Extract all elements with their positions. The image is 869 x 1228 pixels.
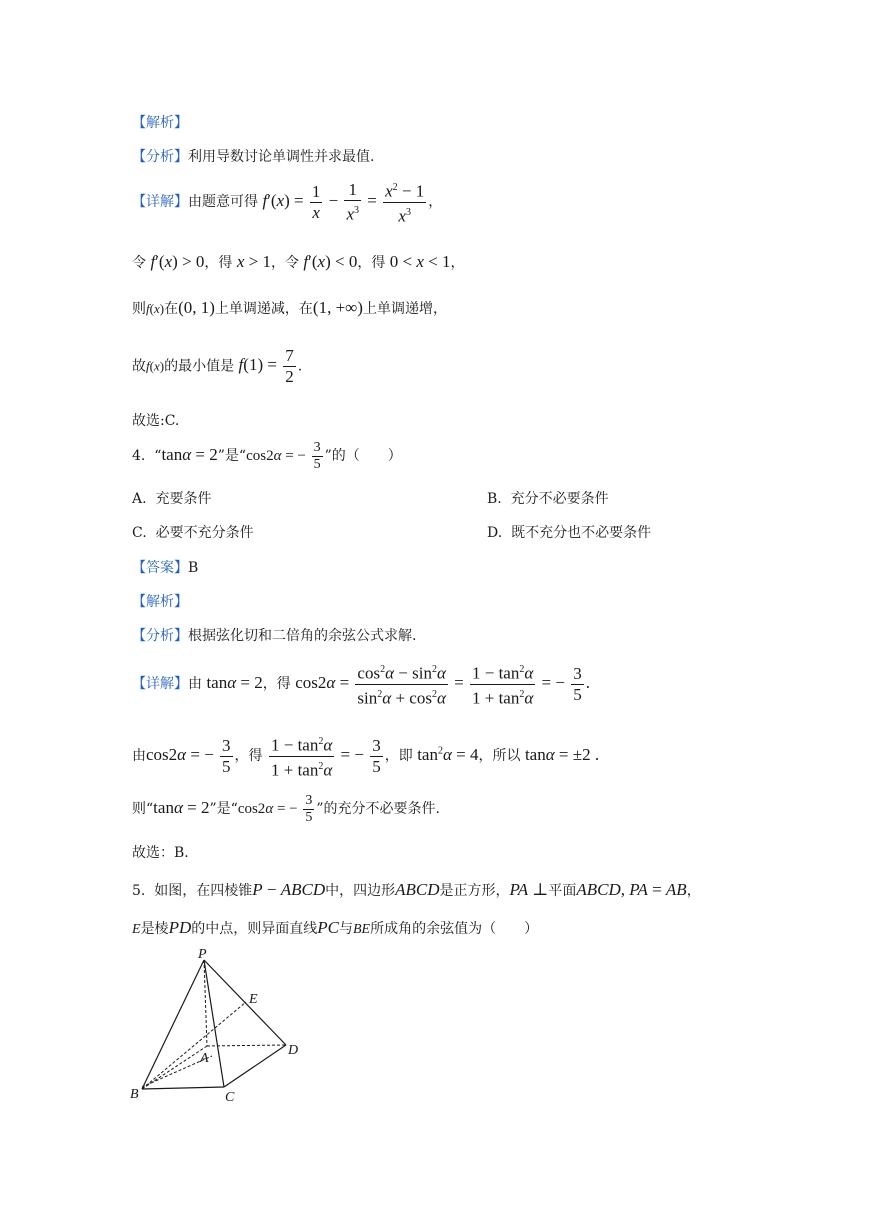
edge-cd	[224, 1045, 286, 1087]
line-you: 由cos2α = − $\frac{3}{5}$ ，得 $\frac{1 - \tan^2\alpha}{1 + \tan^2\alpha}$ = − $\frac{3}{5}$ ，即 $\tan^2\alpha = 4$，所以 tanα = ±2 .	[132, 732, 599, 780]
line-ling: 令 f′(x) > 0，得 x > 1，令 f′(x) < 0，得 0 < x < 1，	[132, 252, 465, 271]
fenxi-1: 【分析】利用导数讨论单调性并求最值.	[132, 149, 375, 165]
label-a: A	[200, 1051, 209, 1066]
question-4: 4. “tanα = 2”是“cos2α = − $\frac{3}{5}$ ”的（ ）	[132, 440, 402, 472]
edge-bc	[142, 1087, 224, 1089]
label-d: D	[288, 1043, 299, 1058]
jiexi-heading-2: 【解析】	[132, 594, 188, 610]
label-e: E	[249, 992, 258, 1007]
guxuan-1: 故选:C.	[132, 413, 180, 429]
edge-ad	[207, 1045, 286, 1046]
line-gu: 故f(x)的最小值是 f(1) = $\frac{7}{2}$ .	[132, 346, 303, 386]
question-5-line-2: E是棱PD的中点，则异面直线PC与BE所成角的余弦值为（ ）	[132, 918, 539, 937]
line-ze: 则f(x)在(0, 1)上单调递减，在(1, +∞)上单调递增，	[132, 298, 447, 317]
option-c: C. 必要不充分条件	[132, 525, 254, 541]
segment-be	[142, 1002, 246, 1089]
label-b: B	[130, 1087, 139, 1102]
pyramid-figure	[128, 946, 308, 1108]
xiangjie-1: 【详解】由题意可得 f′(x) = $\frac{1}{x}$ − $\frac{1}{x^3}$ = $\frac{x^2 - 1}{x^3}$ ，	[132, 179, 443, 226]
fenxi-2: 【分析】根据弦化切和二倍角的余弦公式求解.	[132, 628, 417, 644]
option-d: D. 既不充分也不必要条件	[487, 525, 652, 541]
label-c: C	[225, 1090, 235, 1105]
option-a: A. 充要条件	[132, 491, 212, 507]
edge-pd	[204, 960, 286, 1045]
daan: 【答案】B	[132, 560, 199, 576]
line-ze-2: 则“tanα = 2”是“cos2α = − $\frac{3}{5}$ ”的充分不必要条件.	[132, 793, 440, 825]
xiangjie-2: 【详解】由 tanα = 2，得 cos2α = $\frac{\cos^2\alpha - \sin^2\alpha}{\sin^2\alpha + \cos^2\alpha}$ = $\frac{1 - \tan^2\alpha}{1 + \tan^2\alpha}$ = − $\frac{3}{5}$ .	[132, 660, 590, 708]
edge-pb	[142, 960, 204, 1089]
guxuan-2: 故选：B.	[132, 845, 189, 861]
jiexi-heading: 【解析】	[132, 115, 188, 131]
question-5-line-1: 5. 如图，在四棱锥P − ABCD中，四边形ABCD是正方形，PA ⊥平面ABCD, PA = AB，	[132, 880, 701, 899]
option-b: B. 充分不必要条件	[487, 491, 609, 507]
label-p: P	[198, 947, 207, 962]
